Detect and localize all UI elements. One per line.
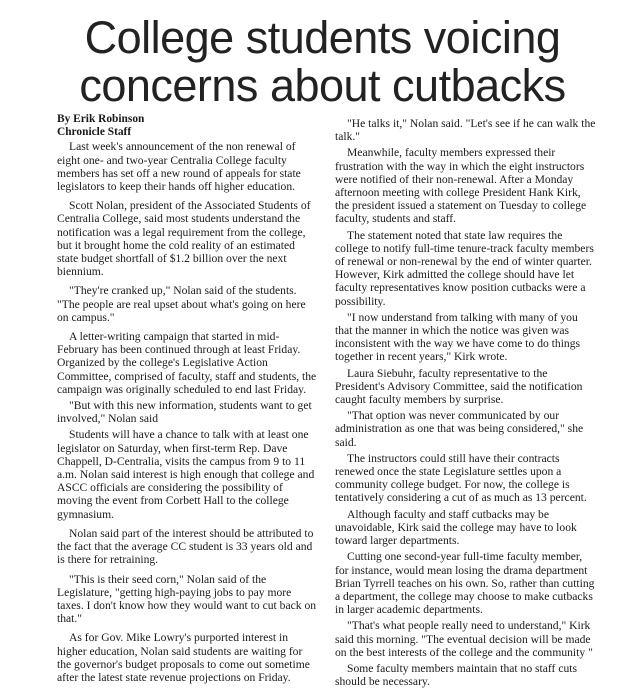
staff-credit: Chronicle Staff xyxy=(57,126,132,139)
byline: By Erik Robinson xyxy=(57,113,145,125)
paragraph: "That's what people really need to understand," Kirk said this morning. "The eventual decision will be made on the best interests of the college and the community " xyxy=(335,619,593,659)
paragraph: "They're cranked up," Nolan said of the students. "The people are real upset about what's going on here on campus." xyxy=(57,284,306,324)
paragraph: Last week's announcement of the non renewal of eight one- and two-year Centralia College faculty members has set off a new round of appeals for state legislators to keep their hands off higher education. xyxy=(57,140,301,194)
paragraph: "This is their seed corn," Nolan said of the Legislature, "getting high-paying jobs to pay more taxes. I don't know how they would want to cut back on that." xyxy=(57,572,317,626)
paragraph: Students will have a chance to talk with at least one legislator on Saturday, when first-term Rep. Dave Chappell, D-Centralia, visits the campus from 9 to 11 a.m. Nolan said interest is high enough that college and ASCC officials are considering the possibility of moving the event from Corbett Hall to the college gymnasium. xyxy=(57,428,315,521)
paragraph: Laura Siebuhr, faculty representative to the President's Advisory Committee, said the notification caught faculty members by surprise. xyxy=(335,366,583,407)
left-column xyxy=(57,113,319,690)
paragraph: The instructors could still have their contracts renewed once the state Legislature settles upon a community college budget. For now, the college is tentatively considering a cut of as much as 13 percent. xyxy=(335,451,587,505)
paragraph: A letter-writing campaign that started in mid-February has been continued through at least Friday. Organized by the college's Legislative Action Committee, comprised of faculty, staff and students, the campaign was originally scheduled to end last Friday. xyxy=(57,330,317,396)
paragraph: As for Gov. Mike Lowry's purported interest in higher education, Nolan said students are waiting for the governor's budget proposals to come out sometime after the latest state revenue projections on Friday. xyxy=(57,631,310,684)
paragraph: The statement noted that state law requires the college to notify full-time tenure-track faculty members of renewal or non-renewal by the end of winter quarter. However, Kirk admitted the college should have let faculty representatives know position cutbacks were a possibility. xyxy=(335,228,594,308)
headline-line-2: concerns about cutbacks xyxy=(79,60,566,111)
paragraph: Nolan said part of the interest should be attributed to the fact that the average CC student is 33 years old and is there for retraining. xyxy=(57,526,314,567)
paragraph: Scott Nolan, president of the Associated Students of Centralia College, said most students understand the notification was a legal requirement from the college, but it brought home the cold reality of an estimated state budget shortfall of $1.2 billion over the next biennium. xyxy=(57,199,311,279)
paragraph: Cutting one second-year full-time faculty member, for instance, would mean losing the drama department Brian Tyrrell teaches on his own. So, rather than cutting a department, the college may choose to make cutbacks in larger academic departments. xyxy=(335,550,595,617)
paragraph: Some faculty members maintain that no staff cuts should be necessary. xyxy=(335,661,577,689)
paragraph: "He talks it," Nolan said. "Let's see if he can walk the talk." xyxy=(335,117,596,144)
paragraph: "I now understand from talking with many of you that the manner in which the notice was given was inconsistent with the way we have come to do things together in recent years," Kirk wrote. xyxy=(335,310,581,364)
byline-block xyxy=(57,113,319,139)
paragraph: Meanwhile, faculty members expressed their frustration with the way in which the eight instructors were notified of their non-renewal. After a Monday afternoon meeting with college President Hank Kirk, the president issued a statement on Tuesday to college faculty, students and staff. xyxy=(335,146,587,226)
headline-line-1: College students voicing xyxy=(84,12,561,63)
paragraph: "But with this new information, students want to get involved," Nolan said xyxy=(57,399,312,426)
headline xyxy=(30,14,615,110)
paragraph: "That option was never communicated by our administration as one that was being considered," she said. xyxy=(335,409,584,449)
right-column xyxy=(335,117,597,691)
paragraph: Although faculty and staff cutbacks may be unavoidable, Kirk said the college may have to look toward larger departments. xyxy=(335,507,577,548)
